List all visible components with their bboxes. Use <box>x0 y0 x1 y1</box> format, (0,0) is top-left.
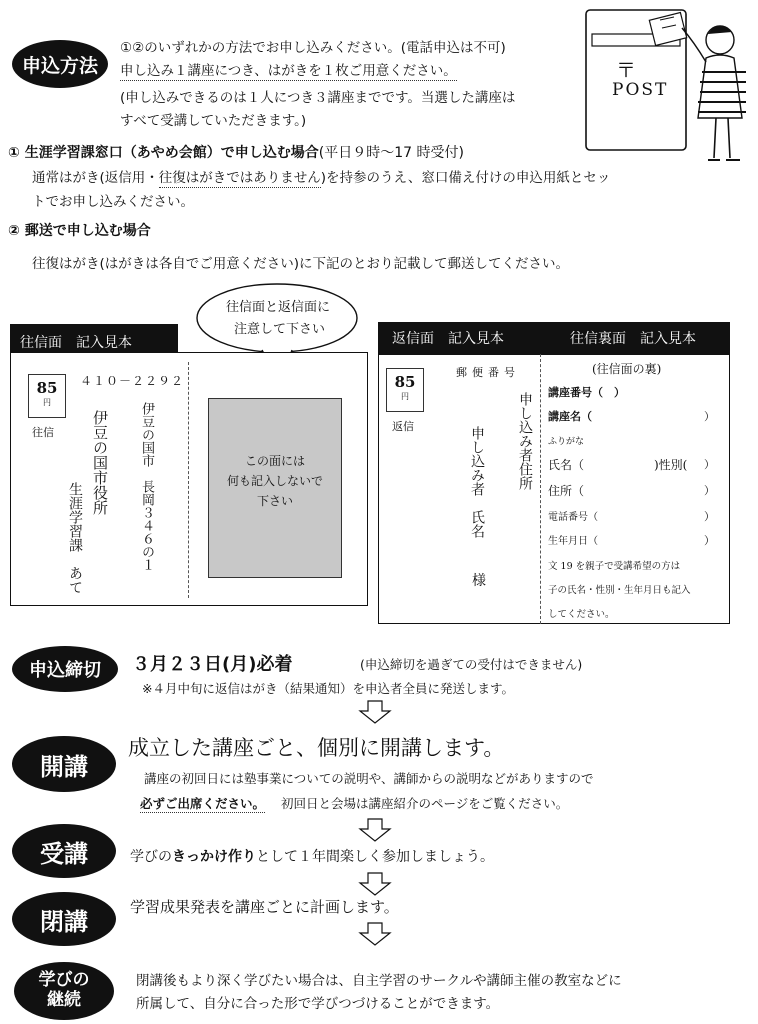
flow-arrow-1 <box>358 700 392 724</box>
open-line-1: 講座の初回日には塾事業についての説明や、講師からの説明などがありますので <box>144 771 594 786</box>
reply-zip-label: 郵便番号 <box>456 366 520 379</box>
outgoing-blank-area <box>208 398 342 578</box>
apply-line-4: すべて受講していただきます。) <box>120 113 307 129</box>
back-sex-close: ） <box>704 458 715 471</box>
deadline-note: (申込締切を過ぎての受付はできません) <box>360 657 583 672</box>
outgoing-address: 伊豆の国市 長岡３４６の１ <box>139 402 154 571</box>
outgoing-stamp <box>28 374 66 418</box>
open-badge <box>12 736 116 792</box>
method1-line-1b: 往復はがきではありません <box>158 170 321 186</box>
method1-hours: (平日９時～17 時受付) <box>318 145 464 161</box>
bubble-line-2: 注意して下さい <box>234 322 326 337</box>
postbox-text: POST <box>612 80 669 100</box>
back-course-close: ） <box>704 410 715 423</box>
attend-pre: 学びの <box>130 849 172 865</box>
back-name: 氏名（ <box>548 458 585 472</box>
reply-stamp-label: 返信 <box>392 420 414 433</box>
postbox-mark: 〒 <box>616 58 636 82</box>
back-address-close: ） <box>704 484 715 497</box>
continue-line-1: 閉講後もより深く学びたい場合は、自主学習のサークルや講師主催の教室などに <box>136 973 622 989</box>
method2-title: ② 郵送で申し込む場合 <box>8 223 151 239</box>
back-note-1: 文 19 を親子で受講希望の方は <box>548 561 681 572</box>
reply-divider <box>540 354 541 624</box>
open-title: 成立した講座ごと、個別に開講します。 <box>128 736 505 760</box>
flow-arrow-3 <box>358 872 392 896</box>
back-title: (往信面の裏) <box>592 362 662 376</box>
attend-badge-label: 受講 <box>40 839 88 868</box>
outgoing-zip: ４１０－２２９２ <box>80 374 185 388</box>
reply-header: 返信面 記入見本 <box>378 322 550 354</box>
method2-line: 往復はがき(はがきは各自でご用意ください)に下記のとおり記載して郵送してください。 <box>32 256 570 272</box>
attend-bold: きっかけ作り <box>172 849 256 865</box>
close-badge <box>12 892 116 946</box>
outgoing-stamp-amount: 85 <box>36 379 58 397</box>
flow-arrow-2 <box>358 818 392 842</box>
reply-stamp-amount: 85 <box>394 373 416 391</box>
outgoing-dept: 生涯学習課 あて <box>67 482 83 594</box>
back-header: 往信裏面 記入見本 <box>540 322 730 354</box>
back-course-name: 講座名（ <box>548 410 592 423</box>
outgoing-stamp-yen: 円 <box>43 398 51 407</box>
reply-address: 申し込み者住所 <box>517 392 533 490</box>
method1-heading <box>8 142 464 162</box>
method1-line-2: トでお申し込みください。 <box>32 194 194 210</box>
deadline-badge <box>12 646 118 692</box>
outgoing-header: 往信面 記入見本 <box>10 324 178 360</box>
continue-line-2: 所属して、自分に合った形で学びつづけることができます。 <box>136 996 500 1012</box>
continue-badge-line-2: 継続 <box>47 990 81 1010</box>
reply-stamp-yen: 円 <box>401 392 409 401</box>
close-badge-label: 閉講 <box>40 907 88 936</box>
open-line-2-text: 初回日と会場は講座紹介のページをご覧ください。 <box>281 796 569 811</box>
attend-badge <box>12 824 116 878</box>
reply-stamp <box>386 368 424 412</box>
blank-note-1: この面には <box>244 454 305 468</box>
method1-line-1a: 通常はがき(返信用・ <box>32 170 159 186</box>
open-badge-label: 開講 <box>40 752 88 781</box>
method1-line-1c: )を持参のうえ、窓口備え付けの申込用紙とセッ <box>320 170 611 186</box>
back-course-no: 講座番号（ ） <box>548 386 625 399</box>
back-furigana: ふりがな <box>548 437 585 447</box>
flow-arrow-4 <box>358 922 392 946</box>
apply-method-badge <box>12 40 108 88</box>
method1-line-1 <box>32 166 610 186</box>
reply-name: 申し込み者 氏名 <box>469 426 485 538</box>
back-phone: 電話番号（ <box>548 512 598 523</box>
attend-post: として１年間楽しく参加しましょう。 <box>256 849 494 865</box>
back-note-3: してください。 <box>548 609 615 620</box>
reply-sama: 様 <box>472 573 486 589</box>
apply-line-3: (申し込みできるのは１人につき３講座までです。当選した講座は <box>120 90 516 106</box>
outgoing-office: 伊豆の国市役所 <box>91 410 109 515</box>
continue-badge-line-1: 学びの <box>38 970 90 991</box>
close-text: 学習成果発表を講座ごとに計画します。 <box>130 898 399 916</box>
deadline-badge-label: 申込締切 <box>29 660 101 681</box>
back-phone-close: ） <box>704 510 715 523</box>
apply-line-2: 申し込み１講座につき、はがきを１枚ご用意ください。 <box>120 59 457 81</box>
method1-title: ① 生涯学習課窓口（あやめ会館）で申し込む場合 <box>8 145 319 161</box>
bubble-line-1: 往信面と返信面に <box>226 300 331 315</box>
continue-badge <box>14 962 114 1020</box>
apply-method-badge-label: 申込方法 <box>21 54 98 77</box>
back-note-2: 子の氏名・性別・生年月日も記入 <box>548 585 691 596</box>
blank-note-2: 何も記入しないで <box>226 474 323 488</box>
attend-line <box>130 846 494 866</box>
apply-line-1: ①②のいずれかの方法でお申し込みください。(電話申込は不可) <box>120 40 506 56</box>
deadline-sub: ※４月中旬に返信はがき（結果通知）を申込者全員に発送します。 <box>142 681 514 696</box>
blank-note-3: 下さい <box>256 494 293 508</box>
outgoing-stamp-label: 往信 <box>32 426 54 439</box>
back-birth: 生年月日（ <box>548 536 598 547</box>
open-must: 必ずご出席ください。 <box>140 796 266 811</box>
deadline-date: ３月２３日(月)必着 <box>132 654 293 675</box>
back-sex: )性別( <box>654 458 688 472</box>
back-birth-close: ） <box>704 534 715 547</box>
open-line-2 <box>140 794 568 812</box>
outgoing-divider <box>188 362 189 598</box>
back-address: 住所（ <box>548 484 585 498</box>
